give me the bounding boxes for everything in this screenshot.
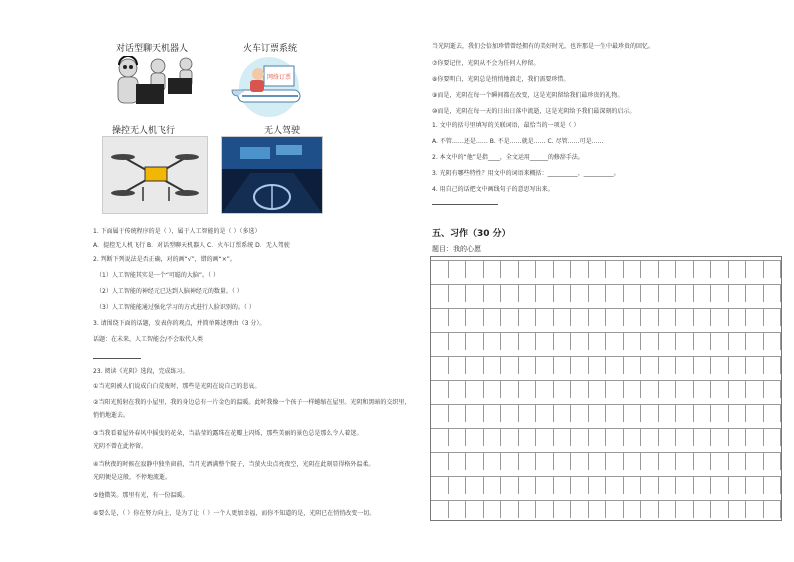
grid-cell[interactable]	[554, 404, 572, 422]
drone-caption: 操控无人机飞行	[112, 126, 176, 136]
grid-cell[interactable]	[484, 404, 502, 422]
grid-cell[interactable]	[501, 308, 519, 326]
grid-cell[interactable]	[711, 428, 729, 446]
grid-row	[431, 500, 781, 518]
grid-cell[interactable]	[554, 260, 572, 278]
grid-cell[interactable]	[554, 332, 572, 350]
grid-cell[interactable]	[641, 380, 659, 398]
grid-cell[interactable]	[536, 332, 554, 350]
grid-cell[interactable]	[641, 500, 659, 518]
section-title: 五、习作（30 分）	[432, 229, 511, 239]
grid-cell[interactable]	[659, 380, 677, 398]
grid-cell[interactable]	[764, 356, 782, 374]
grid-cell[interactable]	[571, 404, 589, 422]
para-6: ⑥要么是，（ ）你在努力向上，是为了让（ ）一个人更加幸福，而你不知道的是，光阴已在悄悄改变一切。	[93, 510, 376, 517]
grid-cell[interactable]	[764, 284, 782, 302]
grid-cell[interactable]	[449, 380, 467, 398]
right-para-9: ⑨而是，光阴在每一个瞬间都在改变，这是光阴留给我们最珍贵的礼物。	[432, 92, 624, 99]
grid-cell[interactable]	[624, 332, 642, 350]
grid-cell[interactable]	[466, 404, 484, 422]
grid-cell[interactable]	[554, 284, 572, 302]
grid-cell[interactable]	[624, 428, 642, 446]
grid-cell[interactable]	[729, 476, 747, 494]
q3-topic: 话题：在未来，人工智能会/不会取代人类	[93, 336, 204, 343]
essay-topic: 题目：我的心愿	[432, 245, 481, 253]
grid-cell[interactable]	[589, 356, 607, 374]
grid-cell[interactable]	[501, 332, 519, 350]
grid-cell[interactable]	[554, 356, 572, 374]
grid-cell[interactable]	[466, 332, 484, 350]
grid-cell[interactable]	[554, 500, 572, 518]
grid-cell[interactable]	[431, 260, 449, 278]
grid-cell[interactable]	[431, 404, 449, 422]
grid-cell[interactable]	[519, 500, 537, 518]
grid-cell[interactable]	[501, 260, 519, 278]
grid-cell[interactable]	[501, 356, 519, 374]
grid-cell[interactable]	[484, 380, 502, 398]
grid-cell[interactable]	[729, 452, 747, 470]
para-2: ②当阳光照射在我的小屋里，我的身边总有一片金色的温暖。此时我像一个孩子一样蜷缩在屋里。光阴和黑暗的交织里，	[93, 399, 411, 406]
grid-cell[interactable]	[676, 260, 694, 278]
grid-row	[431, 428, 781, 446]
grid-row	[431, 404, 781, 422]
grid-cell[interactable]	[466, 452, 484, 470]
grid-cell[interactable]	[501, 476, 519, 494]
grid-cell[interactable]	[746, 332, 764, 350]
grid-cell[interactable]	[624, 260, 642, 278]
grid-cell[interactable]	[449, 452, 467, 470]
grid-cell[interactable]	[641, 476, 659, 494]
grid-cell[interactable]	[764, 404, 782, 422]
grid-cell[interactable]	[729, 500, 747, 518]
grid-cell[interactable]	[501, 500, 519, 518]
grid-cell[interactable]	[764, 332, 782, 350]
grid-cell[interactable]	[449, 476, 467, 494]
rq4-text: 4. 用自己的话把文中画线句子的意思写出来。	[432, 186, 554, 193]
grid-cell[interactable]	[729, 404, 747, 422]
grid-cell[interactable]	[466, 284, 484, 302]
q2-item-3: （3）人工智能能通过强化学习的方式进行人脸识别的。（ ）	[96, 304, 255, 311]
grid-cell[interactable]	[501, 404, 519, 422]
grid-cell[interactable]	[466, 260, 484, 278]
grid-cell[interactable]	[729, 260, 747, 278]
grid-cell[interactable]	[571, 380, 589, 398]
grid-cell[interactable]	[571, 332, 589, 350]
grid-cell[interactable]	[431, 308, 449, 326]
q2-item-2: （2）人工智能的神经元已达到人脑神经元的数量。（ ）	[96, 288, 243, 295]
para-1: ①当光阴被人们说成白白荒废时，那些是光阴在说自己的悲哀。	[93, 383, 261, 390]
grid-cell[interactable]	[641, 356, 659, 374]
grid-cell[interactable]	[536, 308, 554, 326]
para-3b: 光阴不曾在此停留。	[93, 443, 148, 450]
grid-cell[interactable]	[431, 332, 449, 350]
rq4-answer-line	[432, 204, 498, 205]
grid-cell[interactable]	[571, 356, 589, 374]
grid-cell[interactable]	[676, 404, 694, 422]
grid-cell[interactable]	[624, 308, 642, 326]
grid-cell[interactable]	[659, 476, 677, 494]
grid-cell[interactable]	[519, 284, 537, 302]
grid-cell[interactable]	[519, 404, 537, 422]
grid-cell[interactable]	[694, 404, 712, 422]
grid-cell[interactable]	[484, 476, 502, 494]
grid-cell[interactable]	[519, 356, 537, 374]
grid-cell[interactable]	[694, 260, 712, 278]
grid-cell[interactable]	[676, 452, 694, 470]
grid-cell[interactable]	[624, 452, 642, 470]
grid-cell[interactable]	[624, 380, 642, 398]
self-driving-image	[221, 136, 323, 214]
grid-cell[interactable]	[536, 404, 554, 422]
grid-cell[interactable]	[694, 356, 712, 374]
grid-cell[interactable]	[694, 452, 712, 470]
grid-cell[interactable]	[659, 308, 677, 326]
right-para-7: ⑦你要记住，光阴从不会为任何人停留。	[432, 60, 540, 67]
grid-cell[interactable]	[554, 476, 572, 494]
grid-cell[interactable]	[554, 308, 572, 326]
grid-cell[interactable]	[659, 332, 677, 350]
grid-row	[431, 260, 781, 278]
grid-cell[interactable]	[449, 284, 467, 302]
grid-cell[interactable]	[746, 284, 764, 302]
grid-cell[interactable]	[659, 356, 677, 374]
grid-cell[interactable]	[571, 308, 589, 326]
grid-cell[interactable]	[676, 428, 694, 446]
grid-cell[interactable]	[764, 380, 782, 398]
grid-cell[interactable]	[606, 332, 624, 350]
grid-cell[interactable]	[746, 500, 764, 518]
grid-cell[interactable]	[676, 500, 694, 518]
q2-item-1: （1）人工智能其实是一个“可聪的大脑”。（ ）	[96, 272, 219, 279]
right-para-8: ⑧你要明白，光阴总是悄悄地溜走，我们需要珍惜。	[432, 76, 570, 83]
grid-cell[interactable]	[641, 428, 659, 446]
grid-cell[interactable]	[694, 428, 712, 446]
grid-cell[interactable]	[624, 356, 642, 374]
grid-cell[interactable]	[694, 380, 712, 398]
grid-cell[interactable]	[729, 356, 747, 374]
grid-cell[interactable]	[501, 452, 519, 470]
grid-cell[interactable]	[589, 332, 607, 350]
grid-cell[interactable]	[501, 428, 519, 446]
para-4: ④当秋夜的时候在寂静中独坐窗前，当月光洒满整个院子，当萤火虫点亮夜空，光阴在此刻显得格外温柔。	[93, 461, 375, 468]
rq1-options: A. 不管……还是…… B. 不是……就是…… C. 尽管……可是……	[432, 138, 604, 145]
grid-cell[interactable]	[484, 500, 502, 518]
grid-cell[interactable]	[711, 332, 729, 350]
para-2b: 悄悄地逝去。	[93, 412, 130, 419]
grid-cell[interactable]	[676, 308, 694, 326]
grid-cell[interactable]	[746, 308, 764, 326]
grid-cell[interactable]	[431, 500, 449, 518]
grid-cell[interactable]	[711, 284, 729, 302]
grid-cell[interactable]	[484, 428, 502, 446]
grid-cell[interactable]	[694, 308, 712, 326]
grid-cell[interactable]	[746, 260, 764, 278]
grid-cell[interactable]	[729, 284, 747, 302]
grid-cell[interactable]	[431, 428, 449, 446]
grid-cell[interactable]	[466, 476, 484, 494]
grid-cell[interactable]	[746, 452, 764, 470]
grid-cell[interactable]	[519, 452, 537, 470]
grid-cell[interactable]	[606, 428, 624, 446]
grid-cell[interactable]	[449, 332, 467, 350]
grid-cell[interactable]	[746, 356, 764, 374]
grid-cell[interactable]	[676, 476, 694, 494]
right-para-cont: 当光阴逝去，我们会倍加珍惜曾经拥有的美好时光，也许那是一生中最珍贵的回忆。	[432, 43, 655, 50]
grid-cell[interactable]	[641, 332, 659, 350]
grid-row	[431, 380, 781, 398]
drone-image	[102, 136, 208, 214]
grid-cell[interactable]	[449, 356, 467, 374]
grid-cell[interactable]	[676, 356, 694, 374]
grid-cell[interactable]	[449, 404, 467, 422]
grid-cell[interactable]	[449, 428, 467, 446]
grid-cell[interactable]	[466, 308, 484, 326]
grid-cell[interactable]	[659, 284, 677, 302]
grid-cell[interactable]	[606, 404, 624, 422]
grid-cell[interactable]	[641, 404, 659, 422]
grid-cell[interactable]	[694, 476, 712, 494]
right-para-10: ⑩而是，光阴在每一天的日出日落中流逝，这是光阴给予我们最深刻的启示。	[432, 108, 636, 115]
grid-cell[interactable]	[711, 500, 729, 518]
grid-cell[interactable]	[571, 428, 589, 446]
grid-cell[interactable]	[764, 308, 782, 326]
grid-cell[interactable]	[571, 476, 589, 494]
grid-cell[interactable]	[466, 428, 484, 446]
grid-cell[interactable]	[484, 356, 502, 374]
q1-text: 1. 下面属于传统程序的是（ ），属于人工智能的是（ ）（多选）	[93, 228, 261, 235]
q1-options: A．提控无人机飞行 B．对话型聊天机器人 C．火车订票系统 D．无人驾驶	[93, 242, 290, 249]
grid-cell[interactable]	[711, 356, 729, 374]
grid-cell[interactable]	[624, 284, 642, 302]
grid-cell[interactable]	[659, 260, 677, 278]
grid-cell[interactable]	[449, 500, 467, 518]
grid-cell[interactable]	[694, 284, 712, 302]
grid-cell[interactable]	[711, 308, 729, 326]
grid-cell[interactable]	[431, 452, 449, 470]
grid-cell[interactable]	[746, 380, 764, 398]
rq3-text: 3. 光阴有哪些特性？用文中的词语来概括：__________、__________。	[432, 170, 620, 177]
grid-cell[interactable]	[606, 260, 624, 278]
grid-cell[interactable]	[484, 284, 502, 302]
para-3: ③当我看着屋外春风中摇曳的花朵，当晶莹的露珠在花瓣上闪烁，那些美丽的景色总是那么令人着迷。	[93, 430, 363, 437]
grid-cell[interactable]	[484, 332, 502, 350]
grid-cell[interactable]	[519, 380, 537, 398]
grid-cell[interactable]	[641, 308, 659, 326]
para-4b: 光阴便是这般，不停地流逝。	[93, 474, 172, 481]
grid-row	[431, 356, 781, 374]
grid-cell[interactable]	[606, 500, 624, 518]
grid-cell[interactable]	[659, 404, 677, 422]
grid-cell[interactable]	[554, 380, 572, 398]
grid-cell[interactable]	[536, 380, 554, 398]
grid-row	[431, 308, 781, 326]
grid-cell[interactable]	[746, 428, 764, 446]
grid-cell[interactable]	[746, 476, 764, 494]
grid-cell[interactable]	[519, 332, 537, 350]
train-ticket-image	[228, 56, 310, 118]
grid-cell[interactable]	[624, 500, 642, 518]
q23-text: 23. 阅读《光阴》选段，完成练习。	[93, 368, 189, 375]
grid-cell[interactable]	[711, 476, 729, 494]
grid-cell[interactable]	[589, 308, 607, 326]
grid-cell[interactable]	[729, 428, 747, 446]
chatbot-image	[106, 56, 206, 116]
grid-cell[interactable]	[694, 500, 712, 518]
grid-cell[interactable]	[536, 356, 554, 374]
grid-cell[interactable]	[606, 356, 624, 374]
left-column	[88, 38, 411, 517]
grid-cell[interactable]	[659, 428, 677, 446]
grid-cell[interactable]	[676, 332, 694, 350]
grid-cell[interactable]	[484, 452, 502, 470]
grid-cell[interactable]	[764, 260, 782, 278]
grid-row	[431, 332, 781, 350]
grid-row	[431, 476, 781, 494]
grid-cell[interactable]	[606, 380, 624, 398]
grid-cell[interactable]	[641, 452, 659, 470]
q2-text: 2. 判断下列说法是否正确，对的画“√”，错的画“×”。	[93, 256, 236, 263]
grid-cell[interactable]	[449, 260, 467, 278]
grid-cell[interactable]	[606, 452, 624, 470]
grid-cell[interactable]	[711, 404, 729, 422]
grid-cell[interactable]	[589, 284, 607, 302]
grid-cell[interactable]	[589, 380, 607, 398]
grid-cell[interactable]	[449, 308, 467, 326]
grid-cell[interactable]	[501, 380, 519, 398]
grid-cell[interactable]	[606, 476, 624, 494]
grid-cell[interactable]	[536, 260, 554, 278]
grid-cell[interactable]	[659, 452, 677, 470]
train-screen-text: 网络订票	[267, 74, 292, 81]
grid-cell[interactable]	[466, 500, 484, 518]
grid-cell[interactable]	[711, 260, 729, 278]
grid-cell[interactable]	[431, 356, 449, 374]
chatbot-caption: 对话型聊天机器人	[116, 44, 189, 54]
grid-cell[interactable]	[606, 308, 624, 326]
grid-cell[interactable]	[624, 476, 642, 494]
grid-cell[interactable]	[536, 428, 554, 446]
grid-cell[interactable]	[519, 308, 537, 326]
writing-grid[interactable]	[430, 256, 782, 521]
grid-cell[interactable]	[554, 452, 572, 470]
grid-cell[interactable]	[501, 284, 519, 302]
grid-cell[interactable]	[764, 476, 782, 494]
grid-cell[interactable]	[554, 428, 572, 446]
grid-cell[interactable]	[589, 452, 607, 470]
grid-row	[431, 284, 781, 302]
grid-cell[interactable]	[659, 500, 677, 518]
grid-cell[interactable]	[676, 284, 694, 302]
grid-cell[interactable]	[466, 356, 484, 374]
grid-cell[interactable]	[764, 428, 782, 446]
grid-cell[interactable]	[746, 404, 764, 422]
grid-cell[interactable]	[641, 284, 659, 302]
answer-line	[93, 358, 141, 359]
train-caption: 火车订票系统	[243, 44, 298, 54]
grid-cell[interactable]	[729, 332, 747, 350]
grid-cell[interactable]	[484, 308, 502, 326]
para-5: ⑤他微笑。那里有光，有一份温暖。	[93, 492, 189, 499]
rq2-text: 2. 本文中的“他”是指____，全文运用______的修辞手法。	[432, 154, 584, 161]
rq1-text: 1. 文中的括号里填写的关联词语，最恰当的一项是（ ）	[432, 122, 580, 129]
grid-row	[431, 452, 781, 470]
grid-cell[interactable]	[431, 476, 449, 494]
grid-cell[interactable]	[571, 284, 589, 302]
grid-cell[interactable]	[431, 284, 449, 302]
grid-cell[interactable]	[519, 260, 537, 278]
car-caption: 无人驾驶	[264, 126, 301, 136]
grid-cell[interactable]	[676, 380, 694, 398]
grid-cell[interactable]	[589, 428, 607, 446]
grid-cell[interactable]	[536, 284, 554, 302]
grid-cell[interactable]	[729, 308, 747, 326]
grid-cell[interactable]	[694, 332, 712, 350]
grid-cell[interactable]	[536, 500, 554, 518]
grid-cell[interactable]	[711, 452, 729, 470]
grid-cell[interactable]	[589, 500, 607, 518]
q3-text: 3. 请围绕下面的话题，发表你的观点，并简单陈述理由（3 分）。	[93, 320, 266, 327]
grid-cell[interactable]	[484, 260, 502, 278]
grid-cell[interactable]	[589, 260, 607, 278]
grid-cell[interactable]	[536, 476, 554, 494]
grid-cell[interactable]	[641, 260, 659, 278]
grid-cell[interactable]	[729, 380, 747, 398]
grid-cell[interactable]	[571, 260, 589, 278]
grid-cell[interactable]	[624, 404, 642, 422]
grid-cell[interactable]	[764, 452, 782, 470]
grid-cell[interactable]	[571, 452, 589, 470]
grid-cell[interactable]	[711, 380, 729, 398]
ai-image-grid	[88, 38, 408, 218]
grid-cell[interactable]	[519, 428, 537, 446]
grid-cell[interactable]	[431, 380, 449, 398]
grid-cell[interactable]	[536, 452, 554, 470]
grid-cell[interactable]	[589, 476, 607, 494]
grid-cell[interactable]	[571, 500, 589, 518]
grid-cell[interactable]	[519, 476, 537, 494]
grid-cell[interactable]	[606, 284, 624, 302]
grid-cell[interactable]	[589, 404, 607, 422]
grid-cell[interactable]	[466, 380, 484, 398]
grid-cell[interactable]	[764, 500, 782, 518]
